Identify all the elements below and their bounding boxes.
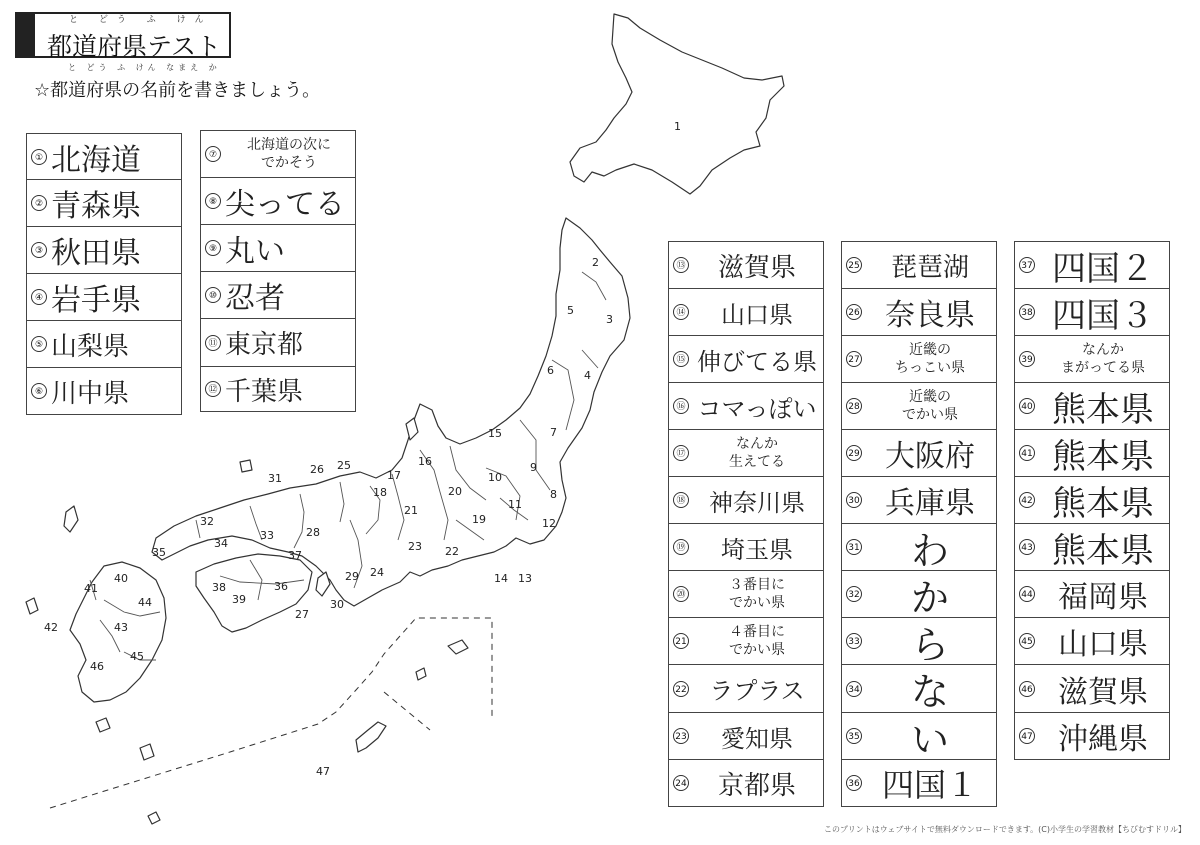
answer-cell[interactable] bbox=[26, 321, 182, 368]
answer-cell[interactable] bbox=[668, 289, 824, 336]
answer-cell[interactable] bbox=[1014, 571, 1170, 618]
map-label: 4 bbox=[584, 369, 591, 382]
answer-text: な bbox=[910, 670, 949, 712]
map-label: 37 bbox=[288, 549, 302, 562]
answer-number: ⑩ bbox=[205, 287, 221, 303]
answer-text: 沖縄県 bbox=[1058, 722, 1148, 757]
answer-text: 福岡県 bbox=[1058, 580, 1148, 615]
map-label: 14 bbox=[494, 572, 508, 585]
answer-cell[interactable] bbox=[1014, 289, 1170, 336]
answer-cell[interactable] bbox=[668, 241, 824, 289]
map-label: 41 bbox=[84, 582, 98, 595]
map-label: 32 bbox=[200, 515, 214, 528]
answer-text: 四国１ bbox=[881, 766, 978, 804]
map-label: 22 bbox=[445, 545, 459, 558]
map-label: 26 bbox=[310, 463, 324, 476]
answer-cell[interactable] bbox=[26, 368, 182, 415]
answer-cell[interactable] bbox=[668, 383, 824, 430]
answer-number: 40 bbox=[1019, 398, 1035, 414]
okinawa-inset-diagonal bbox=[384, 692, 430, 730]
map-label: 15 bbox=[488, 427, 502, 440]
answer-text: 東京都 bbox=[225, 330, 304, 360]
answer-text: 丸い bbox=[225, 234, 285, 269]
answer-column-5 bbox=[1014, 241, 1170, 760]
answer-cell[interactable] bbox=[1014, 477, 1170, 524]
map-label: 29 bbox=[345, 570, 359, 583]
answer-text: 大阪府 bbox=[885, 439, 975, 474]
answer-column-1 bbox=[26, 133, 182, 415]
map-label: 46 bbox=[90, 660, 104, 673]
answer-number: 37 bbox=[1019, 257, 1035, 273]
answer-cell[interactable] bbox=[26, 227, 182, 274]
answer-cell[interactable] bbox=[668, 524, 824, 571]
answer-text: い bbox=[910, 717, 949, 759]
hokkaido-shape bbox=[570, 14, 784, 194]
okinawa-shape bbox=[356, 722, 386, 752]
answer-text: 兵庫県 bbox=[885, 486, 975, 521]
map-label: 1 bbox=[674, 120, 681, 133]
answer-number: ⑦ bbox=[205, 146, 221, 162]
map-label: 44 bbox=[138, 596, 152, 609]
tsushima-shape bbox=[64, 506, 78, 532]
map-label: 34 bbox=[214, 537, 228, 550]
map-label: 28 bbox=[306, 526, 320, 539]
answer-number: 36 bbox=[846, 775, 862, 791]
answer-cell[interactable] bbox=[1014, 383, 1170, 430]
answer-cell[interactable] bbox=[26, 180, 182, 227]
answer-cell[interactable] bbox=[1014, 336, 1170, 383]
map-label: 40 bbox=[114, 572, 128, 585]
map-label: 5 bbox=[567, 304, 574, 317]
answer-cell[interactable] bbox=[668, 665, 824, 713]
amami-shape bbox=[140, 744, 154, 760]
answer-number: ⑭ bbox=[673, 304, 689, 320]
footer-credit: このプリントはウェブサイトで無料ダウンロードできます。(C)小学生の学習教材【ちびむすドリル】 bbox=[824, 825, 1186, 834]
answer-number: ① bbox=[31, 149, 47, 165]
answer-text: ラプラス bbox=[709, 677, 805, 705]
answer-text: 伸びてる県 bbox=[697, 347, 817, 376]
answer-number: 21 bbox=[673, 633, 689, 649]
answer-text: 京都県 bbox=[717, 770, 796, 801]
okinawa-island-1 bbox=[448, 640, 468, 654]
answer-number: 38 bbox=[1019, 304, 1035, 320]
answer-number: ⑰ bbox=[673, 445, 689, 461]
answer-text: 忍者 bbox=[225, 281, 285, 316]
map-label: 47 bbox=[316, 765, 330, 778]
map-label: 13 bbox=[518, 572, 532, 585]
map-label: 43 bbox=[114, 621, 128, 634]
answer-text: なんか まがってる県 bbox=[1061, 342, 1145, 376]
answer-cell[interactable] bbox=[841, 665, 997, 713]
answer-text: 川中県 bbox=[51, 378, 130, 409]
answer-text: 愛知県 bbox=[721, 724, 793, 753]
map-label: 30 bbox=[330, 598, 344, 611]
answer-text: 青森県 bbox=[51, 189, 141, 224]
answer-number: 39 bbox=[1019, 351, 1035, 367]
answer-number: ⑱ bbox=[673, 492, 689, 508]
answer-number: 23 bbox=[673, 728, 689, 744]
answer-cell[interactable] bbox=[841, 383, 997, 430]
answer-number: 43 bbox=[1019, 539, 1035, 555]
answer-cell[interactable] bbox=[668, 618, 824, 665]
map-label: 17 bbox=[387, 469, 401, 482]
answer-number: 32 bbox=[846, 586, 862, 602]
answer-number: ⑧ bbox=[205, 193, 221, 209]
answer-number: 27 bbox=[846, 351, 862, 367]
answer-text: 千葉県 bbox=[225, 376, 304, 407]
answer-cell[interactable] bbox=[26, 274, 182, 321]
answer-number: 26 bbox=[846, 304, 862, 320]
answer-cell[interactable] bbox=[841, 430, 997, 477]
answer-text: 奈良県 bbox=[885, 298, 975, 333]
map-label: 24 bbox=[370, 566, 384, 579]
answer-number: ⑳ bbox=[673, 586, 689, 602]
map-label: 36 bbox=[274, 580, 288, 593]
answer-text: 四国２ bbox=[1052, 248, 1154, 288]
answer-text: 山梨県 bbox=[51, 331, 130, 362]
answer-text: 四国３ bbox=[1052, 295, 1154, 335]
answer-cell[interactable] bbox=[841, 618, 997, 665]
answer-cell[interactable] bbox=[668, 760, 824, 807]
answer-number: ③ bbox=[31, 242, 47, 258]
map-label: 21 bbox=[404, 504, 418, 517]
answer-number: ⑫ bbox=[205, 381, 221, 397]
answer-number: 33 bbox=[846, 633, 862, 649]
answer-cell[interactable] bbox=[26, 133, 182, 180]
okinawa-island-3 bbox=[148, 812, 160, 824]
answer-text: ら bbox=[910, 622, 949, 664]
answer-cell[interactable] bbox=[200, 367, 356, 412]
answer-text: 熊本県 bbox=[1052, 530, 1154, 570]
map-label: 42 bbox=[44, 621, 58, 634]
answer-text: 山口県 bbox=[1058, 627, 1148, 662]
answer-cell[interactable] bbox=[1014, 618, 1170, 665]
answer-cell[interactable] bbox=[1014, 430, 1170, 477]
answer-text: 秋田県 bbox=[51, 236, 141, 271]
answer-text: わ bbox=[910, 528, 949, 570]
map-label: 33 bbox=[260, 529, 274, 542]
answer-column-2 bbox=[200, 130, 356, 412]
answer-number: 31 bbox=[846, 539, 862, 555]
instruction-text: ☆都道府県の名前を書きましょう。 bbox=[34, 80, 321, 101]
map-label: 45 bbox=[130, 650, 144, 663]
answer-number: 24 bbox=[673, 775, 689, 791]
answer-text: 琵琶湖 bbox=[890, 252, 969, 283]
answer-text: 北海道 bbox=[51, 142, 141, 178]
answer-number: ⑲ bbox=[673, 539, 689, 555]
answer-text: 熊本県 bbox=[1052, 483, 1154, 523]
answer-number: ⑪ bbox=[205, 335, 221, 351]
answer-number: 29 bbox=[846, 445, 862, 461]
answer-number: 44 bbox=[1019, 586, 1035, 602]
map-label: 8 bbox=[550, 488, 557, 501]
answer-cell[interactable] bbox=[841, 571, 997, 618]
map-label: 2 bbox=[592, 256, 599, 269]
map-label: 12 bbox=[542, 517, 556, 530]
map-label: 7 bbox=[550, 426, 557, 439]
answer-text: 神奈川県 bbox=[709, 488, 805, 517]
answer-cell[interactable] bbox=[841, 713, 997, 760]
map-label: 16 bbox=[418, 455, 432, 468]
answer-text: 滋賀県 bbox=[1058, 674, 1148, 710]
answer-text: 熊本県 bbox=[1052, 389, 1154, 429]
answer-text: 近畿の ちっこい県 bbox=[895, 342, 965, 376]
answer-number: ⑥ bbox=[31, 383, 47, 399]
map-label: 23 bbox=[408, 540, 422, 553]
answer-cell[interactable] bbox=[841, 760, 997, 807]
map-label: 20 bbox=[448, 485, 462, 498]
answer-text: 尖ってる bbox=[225, 187, 345, 222]
answer-number: 35 bbox=[846, 728, 862, 744]
answer-cell[interactable] bbox=[841, 524, 997, 571]
answer-number: 28 bbox=[846, 398, 862, 414]
answer-text: 近畿の でかい県 bbox=[902, 389, 958, 423]
answer-cell[interactable] bbox=[1014, 524, 1170, 571]
yakushima-shape bbox=[96, 718, 110, 732]
answer-cell[interactable] bbox=[668, 430, 824, 477]
answer-cell[interactable] bbox=[668, 336, 824, 383]
answer-number: 25 bbox=[846, 257, 862, 273]
map-label: 38 bbox=[212, 581, 226, 594]
answer-number: 30 bbox=[846, 492, 862, 508]
answer-text: ３番目に でかい県 bbox=[729, 577, 785, 611]
answer-cell[interactable] bbox=[1014, 665, 1170, 713]
answer-number: 46 bbox=[1019, 681, 1035, 697]
answer-number: ④ bbox=[31, 289, 47, 305]
map-label: 35 bbox=[152, 546, 166, 559]
answer-cell[interactable] bbox=[668, 713, 824, 760]
answer-cell[interactable] bbox=[1014, 713, 1170, 760]
answer-cell[interactable] bbox=[668, 571, 824, 618]
answer-number: ② bbox=[31, 195, 47, 211]
answer-text: 埼玉県 bbox=[721, 535, 793, 564]
answer-column-3 bbox=[668, 241, 824, 807]
map-label: 11 bbox=[508, 498, 522, 511]
page-title: 都道府県テスト bbox=[47, 32, 222, 61]
answer-cell[interactable] bbox=[200, 272, 356, 319]
answer-number: 47 bbox=[1019, 728, 1035, 744]
answer-text: 岩手県 bbox=[51, 283, 141, 318]
answer-cell[interactable] bbox=[200, 225, 356, 272]
answer-column-4 bbox=[841, 241, 997, 807]
map-label: 10 bbox=[488, 471, 502, 484]
map-label: 39 bbox=[232, 593, 246, 606]
okinawa-island-2 bbox=[416, 668, 426, 680]
answer-cell[interactable] bbox=[841, 477, 997, 524]
map-label: 6 bbox=[547, 364, 554, 377]
oki-shape bbox=[240, 460, 252, 472]
answer-text: 北海道の次に でかそう bbox=[247, 137, 331, 171]
answer-cell[interactable] bbox=[200, 130, 356, 178]
answer-number: 45 bbox=[1019, 633, 1035, 649]
answer-cell[interactable] bbox=[1014, 241, 1170, 289]
answer-number: ⑮ bbox=[673, 351, 689, 367]
answer-text: 滋賀県 bbox=[717, 252, 796, 283]
map-label: 31 bbox=[268, 472, 282, 485]
title-ruby: と どう ふ けん bbox=[69, 15, 213, 25]
answer-number: 41 bbox=[1019, 445, 1035, 461]
answer-cell[interactable] bbox=[200, 319, 356, 367]
answer-text: ４番目に でかい県 bbox=[729, 624, 785, 658]
answer-number: ⑨ bbox=[205, 240, 221, 256]
map-label: 19 bbox=[472, 513, 486, 526]
answer-cell[interactable] bbox=[200, 178, 356, 225]
answer-number: ⑤ bbox=[31, 336, 47, 352]
answer-text: か bbox=[910, 575, 949, 617]
answer-cell[interactable] bbox=[668, 477, 824, 524]
answer-text: 山口県 bbox=[721, 300, 793, 329]
map-label: 3 bbox=[606, 313, 613, 326]
answer-number: ⑬ bbox=[673, 257, 689, 273]
answer-number: 42 bbox=[1019, 492, 1035, 508]
answer-cell[interactable] bbox=[841, 241, 997, 289]
map-label: 27 bbox=[295, 608, 309, 621]
answer-number: 22 bbox=[673, 681, 689, 697]
answer-text: コマっぽい bbox=[697, 394, 817, 423]
map-label: 18 bbox=[373, 486, 387, 499]
goto-shape bbox=[26, 598, 38, 614]
answer-cell[interactable] bbox=[841, 289, 997, 336]
map-label: 25 bbox=[337, 459, 351, 472]
answer-number: ⑯ bbox=[673, 398, 689, 414]
answer-number: 34 bbox=[846, 681, 862, 697]
answer-text: 熊本県 bbox=[1052, 436, 1154, 476]
map-label: 9 bbox=[530, 461, 537, 474]
answer-cell[interactable] bbox=[841, 336, 997, 383]
answer-text: なんか 生えてる bbox=[729, 436, 785, 470]
instruction-ruby: と どう ふ けん なまえ か bbox=[68, 63, 221, 72]
